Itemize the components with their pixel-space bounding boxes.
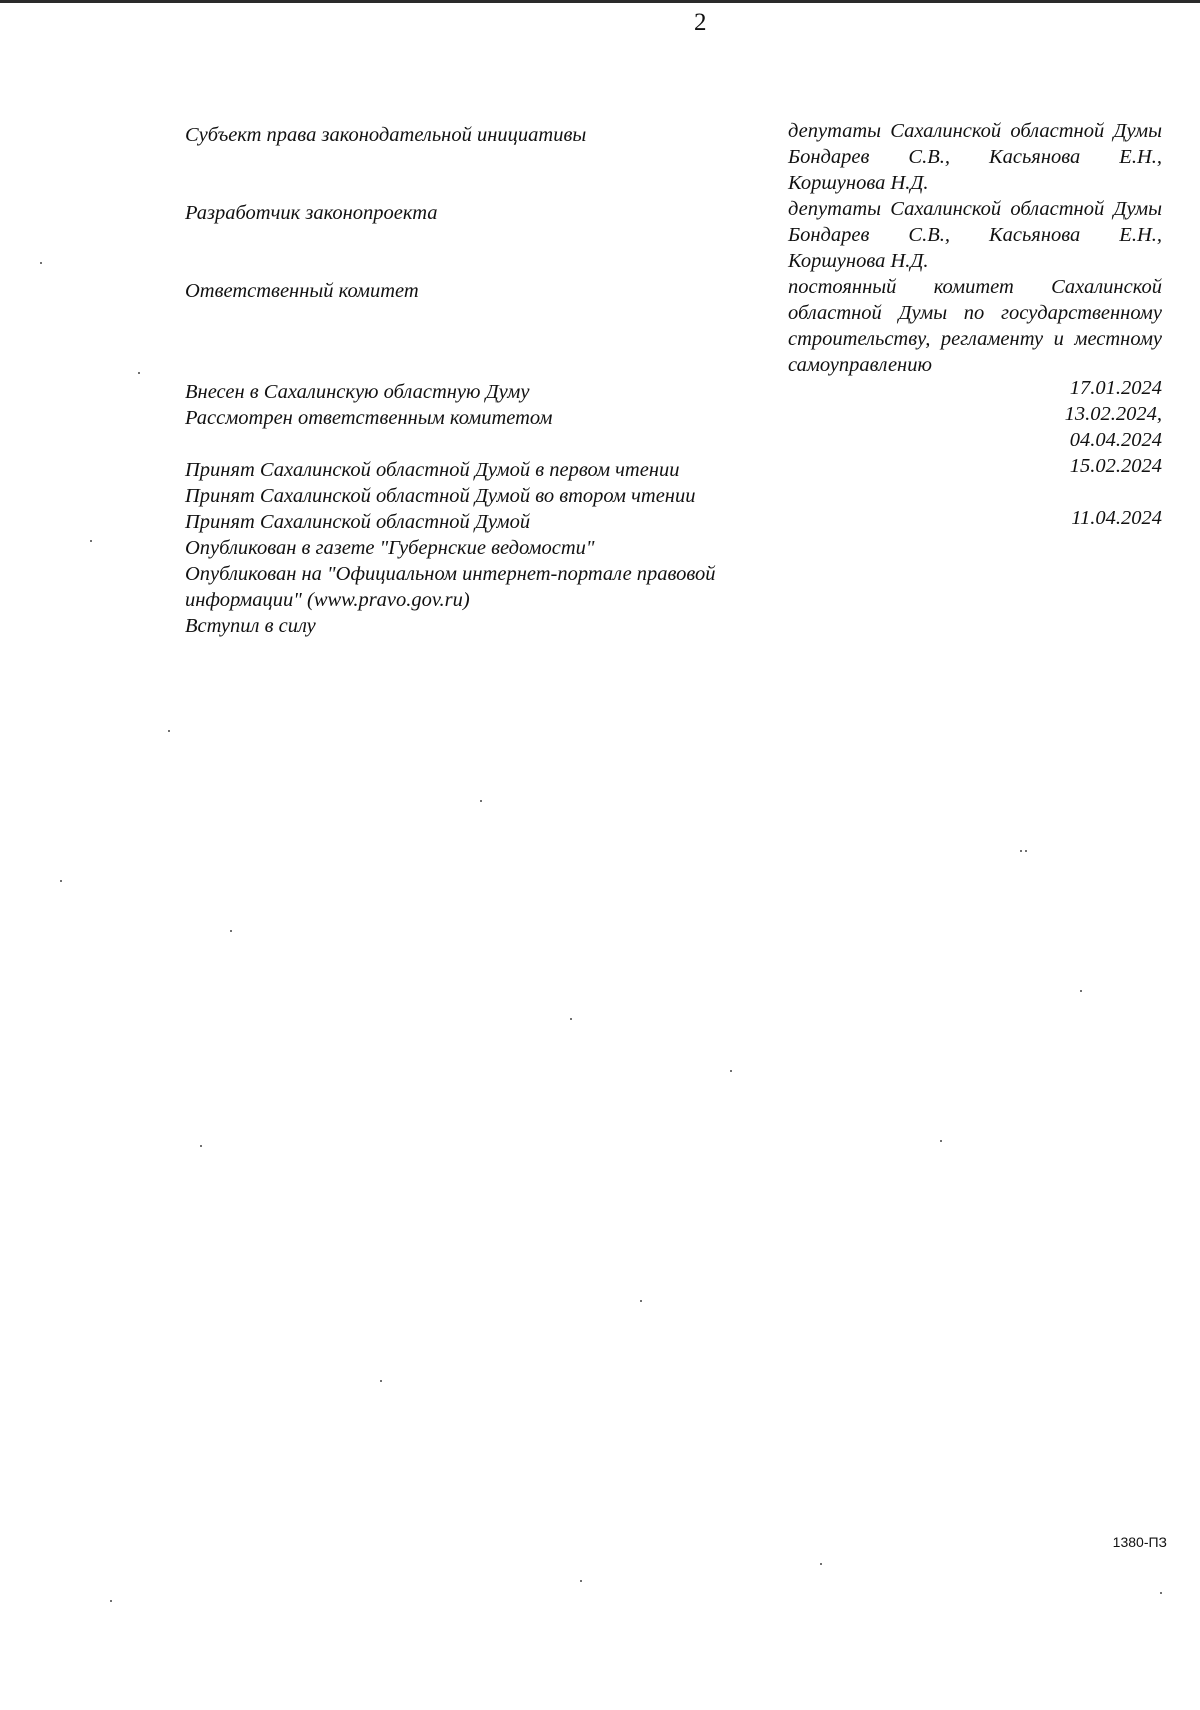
subject-value: депутаты Сахалинской областной Думы Бондарев С.В., Касьянова Е.Н., Коршунова Н.Д. xyxy=(788,120,1162,194)
adopted-date: 11.04.2024 xyxy=(1071,507,1162,529)
subject-label: Субъект права законодательной инициативы xyxy=(185,124,587,146)
submitted-label: Внесен в Сахалинскую областную Думу xyxy=(185,381,530,403)
submitted-date: 17.01.2024 xyxy=(1069,377,1162,399)
developer-label: Разработчик законопроекта xyxy=(185,202,438,224)
published-portal-label-line-2: информации" (www.pravo.gov.ru) xyxy=(185,589,470,611)
page-number: 2 xyxy=(694,9,707,36)
reviewed-date-1: 13.02.2024, xyxy=(1064,403,1162,425)
developer-value: депутаты Сахалинской областной Думы Бондарев С.В., Касьянова Е.Н., Коршунова Н.Д. xyxy=(788,198,1162,272)
registration-stamp: 1380-ПЗ xyxy=(1112,1534,1167,1550)
reviewed-date-2: 04.04.2024 xyxy=(1069,429,1162,451)
in-force-label: Вступил в силу xyxy=(185,615,316,637)
published-portal-label-line-1: Опубликован на "Официальном интернет-портале правовой xyxy=(185,563,716,585)
first-reading-date: 15.02.2024 xyxy=(1069,455,1162,477)
committee-label: Ответственный комитет xyxy=(185,280,419,302)
first-reading-label: Принят Сахалинской областной Думой в первом чтении xyxy=(185,459,680,481)
top-rule xyxy=(0,0,1200,3)
published-newspaper-label: Опубликован в газете "Губернские ведомости" xyxy=(185,537,595,559)
committee-value: постоянный комитет Сахалинской областной Думы по государственному строительству, регламенту и местному самоуправлению xyxy=(788,276,1162,376)
adopted-label: Принят Сахалинской областной Думой xyxy=(185,511,531,533)
reviewed-label: Рассмотрен ответственным комитетом xyxy=(185,407,553,429)
second-reading-label: Принят Сахалинской областной Думой во втором чтении xyxy=(185,485,696,507)
